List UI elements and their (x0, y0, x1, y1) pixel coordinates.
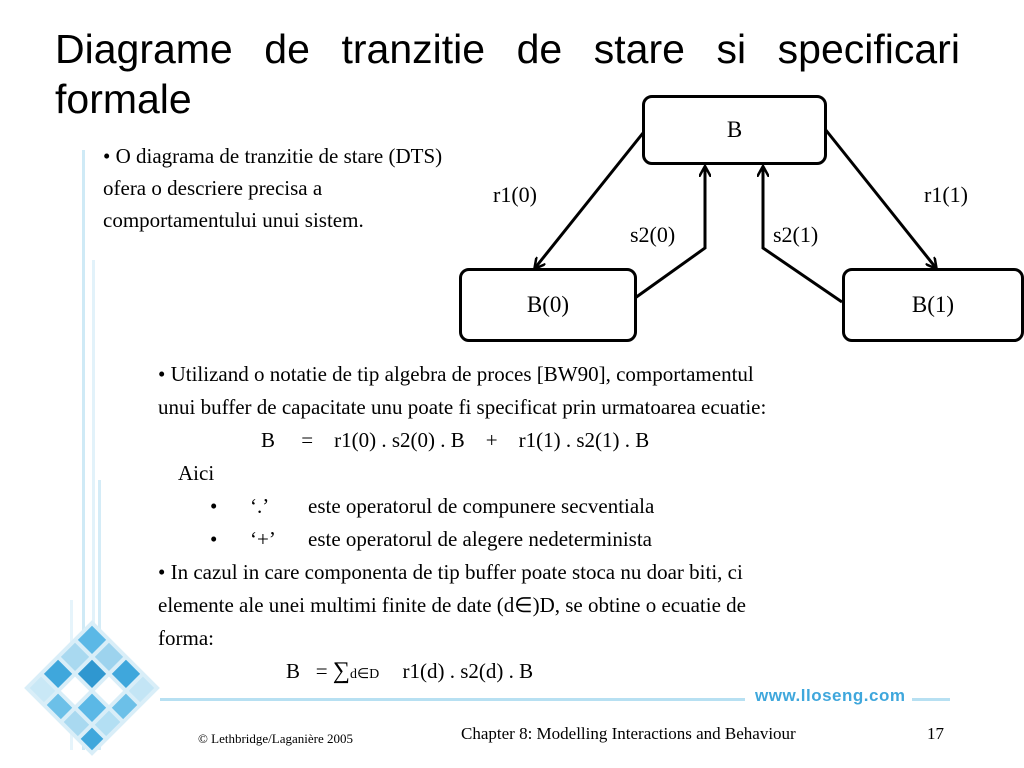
equation-2 (158, 655, 988, 688)
state-label: B(1) (911, 292, 955, 317)
paragraph-line: • Utilizand o notatie de tip algebra de proces [BW90], comportamentul (158, 362, 754, 386)
intro-bullet: • O diagrama de tranzitie de stare (DTS) ofera o descriere precisa a comportamentului unui sistem. (103, 144, 443, 232)
page-number: 17 (927, 724, 944, 743)
operator-symbol: ‘.’ (250, 494, 270, 518)
state-label: B(0) (526, 292, 570, 317)
title-word: specificari (777, 26, 960, 72)
title-word: stare (593, 26, 685, 72)
title-word: si (716, 26, 747, 72)
edge-label-s2-0: s2(0) (630, 222, 676, 247)
edge-r1-1-arrow (825, 129, 936, 268)
bullet-dot: • (210, 527, 218, 551)
paragraph-line: • In cazul in care componenta de tip buffer poate stoca nu doar biti, ci (158, 560, 743, 584)
equation-2-lhs: B = (286, 659, 328, 683)
state-node-b (642, 95, 827, 165)
state-label: B (726, 117, 743, 142)
state-node-b0 (459, 268, 637, 342)
site-url: www.lloseng.com (755, 686, 906, 705)
operator-description: este operatorul de compunere secventiala (308, 494, 655, 518)
title-word: tranzitie (341, 26, 486, 72)
equation-2-rhs: r1(d) . s2(d) . B (402, 659, 534, 683)
edge-label-r1-0: r1(0) (493, 182, 537, 207)
sub-bullet-choice (158, 523, 988, 556)
bullet-dot: • (210, 494, 218, 518)
title-line-2: formale (55, 76, 192, 122)
equation-1 (158, 424, 988, 457)
paragraph-line: elemente ale unei multimi finite de date (d∈)D, se obtine o ecuatie de (158, 593, 746, 617)
operator-description: este operatorul de alegere nedeterminista (308, 527, 652, 551)
edge-label-r1-1: r1(1) (924, 182, 968, 207)
sum-symbol: ∑ (332, 658, 350, 684)
copyright-text: © Lethbridge/Laganière 2005 (198, 731, 353, 746)
edge-label-s2-1: s2(1) (773, 222, 819, 247)
chapter-footer: Chapter 8: Modelling Interactions and Behaviour (461, 724, 796, 743)
equation-1-text: B = r1(0) . s2(0) . B + r1(1) . s2(1) . B (261, 428, 650, 452)
body-text (158, 358, 988, 688)
paragraph-line: unui buffer de capacitate unu poate fi specificat prin urmatoarea ecuatie: (158, 395, 767, 419)
title-word: de (264, 26, 310, 72)
sub-bullet-compose (158, 490, 988, 523)
divider-line (160, 698, 745, 701)
sum-subscript: d∈D (349, 667, 380, 682)
paragraph-line: forma: (158, 626, 214, 650)
operator-symbol: ‘+’ (250, 527, 276, 551)
divider-line (912, 698, 950, 701)
aici-label: Aici (178, 461, 215, 485)
title-word: Diagrame (55, 26, 233, 72)
state-node-b1 (842, 268, 1024, 342)
title-word: de (516, 26, 563, 72)
edge-r1-0-arrow (535, 133, 643, 268)
